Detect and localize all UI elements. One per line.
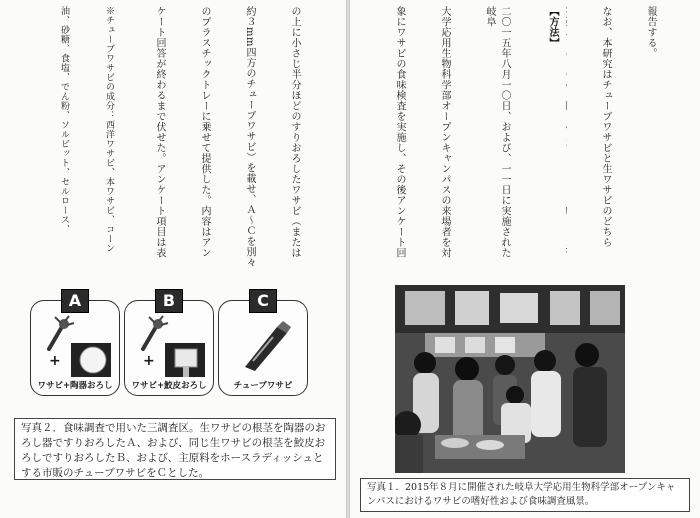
left-body-text: [152, 6, 332, 286]
photo1-caption: 写真１．2015年８月に開催された岐阜大学応用生物科学部オープンキャンパスにおけるワサビの嗜好性および食味調査風景。: [360, 478, 690, 512]
photo2-caption: 写真２．食味調査で用いた三調査区。生ワサビの根茎を陶器のおろし器ですりおろしたＡ、および、同じ生ワサビの根茎を鮫皮おろしですりおろしたＢ、および、主原料をホースラディッシュとする市販のチューブワサビをＣとした。: [14, 418, 336, 480]
method-heading: 【方法】: [547, 6, 558, 48]
card-letter: C: [249, 289, 277, 313]
plus-sign: +: [143, 353, 155, 369]
intro-col: [566, 6, 568, 266]
open-campus-photo: [395, 285, 625, 473]
sharkskin-grater-icon: [165, 343, 205, 377]
card-letter: A: [61, 289, 89, 313]
crowd-photo-illustration: [395, 285, 625, 473]
card-label: ワサビ+鮫皮おろし: [131, 381, 207, 391]
plus-sign: +: [49, 353, 61, 369]
method-text: [370, 6, 542, 268]
card-label: ワサビ+陶器おろし: [37, 381, 113, 391]
left-body-col: のプラスチックトレーに乗せて提供した。内容はアン: [199, 6, 210, 258]
note-line: ※チューブワサビの成分：西洋ワサビ、本ワサビ、コーン: [104, 6, 114, 253]
card-letter: B: [155, 289, 183, 313]
card-label: チューブワサビ: [233, 381, 293, 391]
method-col: 二〇一五年八月一〇日、および、一一日に実施された岐阜: [484, 6, 510, 258]
left-body-col: ケート回答が終わるまで伏せた。アンケート項目は表: [154, 6, 165, 258]
intro-text: [566, 6, 688, 266]
sample-card-b: [124, 291, 214, 396]
wasabi-tube-icon: [237, 317, 293, 373]
intro-col: 報告する。: [645, 6, 656, 59]
sample-card-c: [218, 291, 308, 396]
method-col: 象にワサビの食味検査を実施し、その後アンケート回: [394, 6, 405, 258]
left-body-col: 約３mm四方のチューブワサビ）を載せ、Ａ～Ｃを別々: [244, 6, 255, 268]
left-page: [0, 0, 346, 518]
ceramic-grater-icon: [71, 343, 111, 377]
method-col: 大学応用生物科学部オープンキャンパスの来場者を対: [439, 6, 450, 258]
sample-card-a: [30, 291, 120, 396]
note-line: 油、砂糖、食塩、でん粉、ソルビット、セルロース、: [59, 6, 69, 234]
left-body-col: の上に小さじ半分ほどのすりおろしたワサビ（または: [289, 6, 300, 258]
left-notes: [36, 6, 146, 286]
intro-col: なお、本研究はチューブワサビと生ワサビのどちら: [600, 6, 611, 248]
